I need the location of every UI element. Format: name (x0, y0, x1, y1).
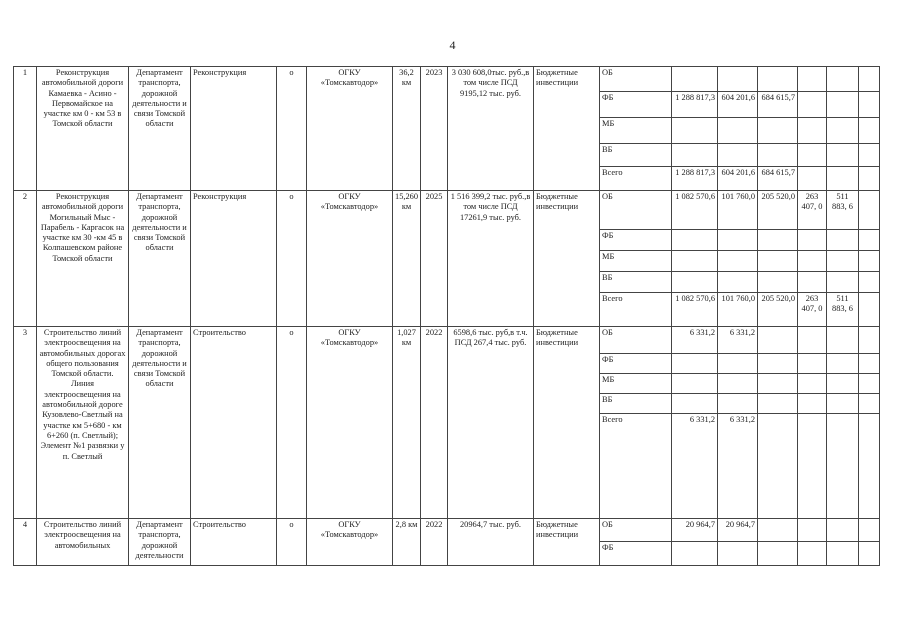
amount-cell: 604 201,6 (718, 167, 758, 191)
financing-type: Бюджетные инвестиции (534, 67, 600, 191)
amount-cell (798, 374, 827, 394)
source-label: ВБ (600, 272, 672, 293)
completion-year: 2023 (421, 67, 448, 191)
amount-cell: 6 331,2 (718, 327, 758, 354)
amount-cell: 263 407, 0 (798, 191, 827, 230)
amount-cell (827, 144, 859, 167)
customer-name: ОГКУ «Томскавтодор» (307, 67, 393, 191)
source-label: Всего (600, 293, 672, 327)
row-number: 1 (14, 67, 37, 191)
empty-cell (859, 293, 880, 327)
empty-cell (859, 542, 880, 566)
empty-cell (859, 354, 880, 374)
empty-cell (859, 414, 880, 519)
object-name: Реконструкция автомобильной дороги Камаевка - Асино - Первомайское на участке км 0 - км 53 в Томской области (37, 67, 129, 191)
amount-cell (758, 67, 798, 92)
amount-cell: 1 288 817,3 (672, 167, 718, 191)
amount-cell (718, 394, 758, 414)
source-label: МБ (600, 374, 672, 394)
amount-cell: 1 082 570,6 (672, 293, 718, 327)
amount-cell (718, 144, 758, 167)
amount-cell (827, 519, 859, 542)
empty-cell (859, 251, 880, 272)
marker-cell: о (277, 191, 307, 327)
amount-cell (718, 251, 758, 272)
work-type: Строительство (191, 327, 277, 519)
amount-cell (672, 272, 718, 293)
amount-cell (718, 272, 758, 293)
row-number: 4 (14, 519, 37, 566)
source-label: ФБ (600, 92, 672, 118)
table-row (14, 191, 880, 230)
page-number: 4 (449, 38, 456, 52)
amount-cell: 511 883, 6 (827, 191, 859, 230)
customer-name: ОГКУ «Томскавтодор» (307, 191, 393, 327)
amount-cell: 684 615,7 (758, 167, 798, 191)
empty-cell (859, 519, 880, 542)
amount-cell: 511 883, 6 (827, 293, 859, 327)
length-value: 1,027 км (393, 327, 421, 519)
amount-cell (798, 394, 827, 414)
amount-cell (758, 519, 798, 542)
amount-cell (827, 542, 859, 566)
table-row (14, 327, 880, 354)
source-label: ОБ (600, 519, 672, 542)
source-label: МБ (600, 118, 672, 144)
source-label: ВБ (600, 144, 672, 167)
amount-cell (758, 272, 798, 293)
amount-cell (672, 374, 718, 394)
amount-cell (758, 118, 798, 144)
table-body (14, 67, 880, 566)
amount-cell (827, 327, 859, 354)
investment-table (13, 66, 880, 566)
amount-cell: 20 964,7 (718, 519, 758, 542)
empty-cell (859, 167, 880, 191)
row-number: 3 (14, 327, 37, 519)
completion-year: 2022 (421, 519, 448, 566)
responsible-body: Департамент транспорта, дорожной деятельности и связи Томской области (129, 67, 191, 191)
source-label: ОБ (600, 327, 672, 354)
source-label: ФБ (600, 542, 672, 566)
marker-cell: о (277, 67, 307, 191)
amount-cell (758, 144, 798, 167)
amount-cell (798, 67, 827, 92)
amount-cell (798, 251, 827, 272)
object-name: Строительство линий электроосвещения на автомобильных дорогах общего пользования Томской области. Линия электроосвещения на автомобильной дороге Кузовлево-Светлый на участке км 5+680 - км 6+260 (п. Светлый); Элемент №1 развязки у п. Светлый (37, 327, 129, 519)
amount-cell (718, 67, 758, 92)
amount-cell (827, 272, 859, 293)
empty-cell (859, 144, 880, 167)
amount-cell (758, 327, 798, 354)
amount-cell (798, 519, 827, 542)
amount-cell (758, 251, 798, 272)
amount-cell: 6 331,2 (672, 414, 718, 519)
table-row (14, 519, 880, 542)
financing-type: Бюджетные инвестиции (534, 191, 600, 327)
source-label: Всего (600, 167, 672, 191)
length-value: 15,260 км (393, 191, 421, 327)
amount-cell: 101 760,0 (718, 293, 758, 327)
amount-cell (827, 92, 859, 118)
work-type: Реконструкция (191, 67, 277, 191)
empty-cell (859, 67, 880, 92)
customer-name: ОГКУ «Томскавтодор» (307, 519, 393, 566)
amount-cell (827, 118, 859, 144)
completion-year: 2022 (421, 327, 448, 519)
amount-cell: 6 331,2 (718, 414, 758, 519)
amount-cell (672, 354, 718, 374)
estimated-cost: 1 516 399,2 тыс. руб.,в том числе ПСД 17261,9 тыс. руб. (448, 191, 534, 327)
work-type: Реконструкция (191, 191, 277, 327)
amount-cell (798, 118, 827, 144)
source-label: ОБ (600, 191, 672, 230)
source-label: ОБ (600, 67, 672, 92)
amount-cell (827, 230, 859, 251)
estimated-cost: 20964,7 тыс. руб. (448, 519, 534, 566)
financing-type: Бюджетные инвестиции (534, 327, 600, 519)
amount-cell (827, 354, 859, 374)
empty-cell (859, 272, 880, 293)
amount-cell (672, 542, 718, 566)
amount-cell (827, 414, 859, 519)
amount-cell: 20 964,7 (672, 519, 718, 542)
table-row (14, 67, 880, 92)
amount-cell (827, 251, 859, 272)
amount-cell: 604 201,6 (718, 92, 758, 118)
source-label: МБ (600, 251, 672, 272)
object-name: Реконструкция автомобильной дороги Могильный Мыс - Парабель - Каргасок на участке км 30 -км 45 в Колпашевском районе Томской области (37, 191, 129, 327)
empty-cell (859, 394, 880, 414)
amount-cell (827, 374, 859, 394)
amount-cell (798, 144, 827, 167)
amount-cell (718, 542, 758, 566)
amount-cell (718, 354, 758, 374)
amount-cell (758, 394, 798, 414)
amount-cell (672, 144, 718, 167)
amount-cell (798, 414, 827, 519)
amount-cell (798, 272, 827, 293)
source-label: ВБ (600, 394, 672, 414)
amount-cell: 101 760,0 (718, 191, 758, 230)
length-value: 36,2 км (393, 67, 421, 191)
amount-cell: 263 407, 0 (798, 293, 827, 327)
responsible-body: Департамент транспорта, дорожной деятельности и связи Томской области (129, 327, 191, 519)
source-label: Всего (600, 414, 672, 519)
responsible-body: Департамент транспорта, дорожной деятельности (129, 519, 191, 566)
amount-cell (798, 92, 827, 118)
amount-cell: 205 520,0 (758, 293, 798, 327)
amount-cell (798, 230, 827, 251)
amount-cell (827, 67, 859, 92)
source-label: ФБ (600, 354, 672, 374)
amount-cell (718, 374, 758, 394)
amount-cell (798, 327, 827, 354)
source-label: ФБ (600, 230, 672, 251)
empty-cell (859, 230, 880, 251)
amount-cell (758, 230, 798, 251)
amount-cell (798, 354, 827, 374)
empty-cell (859, 118, 880, 144)
amount-cell (718, 118, 758, 144)
estimated-cost: 3 030 608,0тыс. руб.,в том числе ПСД 9195,12 тыс. руб. (448, 67, 534, 191)
amount-cell (798, 167, 827, 191)
estimated-cost: 6598,6 тыс. руб,в т.ч. ПСД 267,4 тыс. руб. (448, 327, 534, 519)
amount-cell: 1 082 570,6 (672, 191, 718, 230)
customer-name: ОГКУ «Томскавтодор» (307, 327, 393, 519)
amount-cell: 1 288 817,3 (672, 92, 718, 118)
amount-cell (758, 374, 798, 394)
row-number: 2 (14, 191, 37, 327)
length-value: 2,8 км (393, 519, 421, 566)
empty-cell (859, 191, 880, 230)
amount-cell: 205 520,0 (758, 191, 798, 230)
marker-cell: о (277, 327, 307, 519)
object-name: Строительство линий электроосвещения на автомобильных (37, 519, 129, 566)
amount-cell: 684 615,7 (758, 92, 798, 118)
completion-year: 2025 (421, 191, 448, 327)
financing-type: Бюджетные инвестиции (534, 519, 600, 566)
amount-cell (672, 230, 718, 251)
amount-cell (758, 414, 798, 519)
amount-cell: 6 331,2 (672, 327, 718, 354)
amount-cell (798, 542, 827, 566)
marker-cell: о (277, 519, 307, 566)
empty-cell (859, 374, 880, 394)
empty-cell (859, 327, 880, 354)
empty-cell (859, 92, 880, 118)
amount-cell (758, 354, 798, 374)
amount-cell (672, 67, 718, 92)
amount-cell (672, 251, 718, 272)
amount-cell (827, 394, 859, 414)
amount-cell (672, 394, 718, 414)
responsible-body: Департамент транспорта, дорожной деятельности и связи Томской области (129, 191, 191, 327)
amount-cell (758, 542, 798, 566)
amount-cell (718, 230, 758, 251)
amount-cell (827, 167, 859, 191)
amount-cell (672, 118, 718, 144)
work-type: Строительство (191, 519, 277, 566)
